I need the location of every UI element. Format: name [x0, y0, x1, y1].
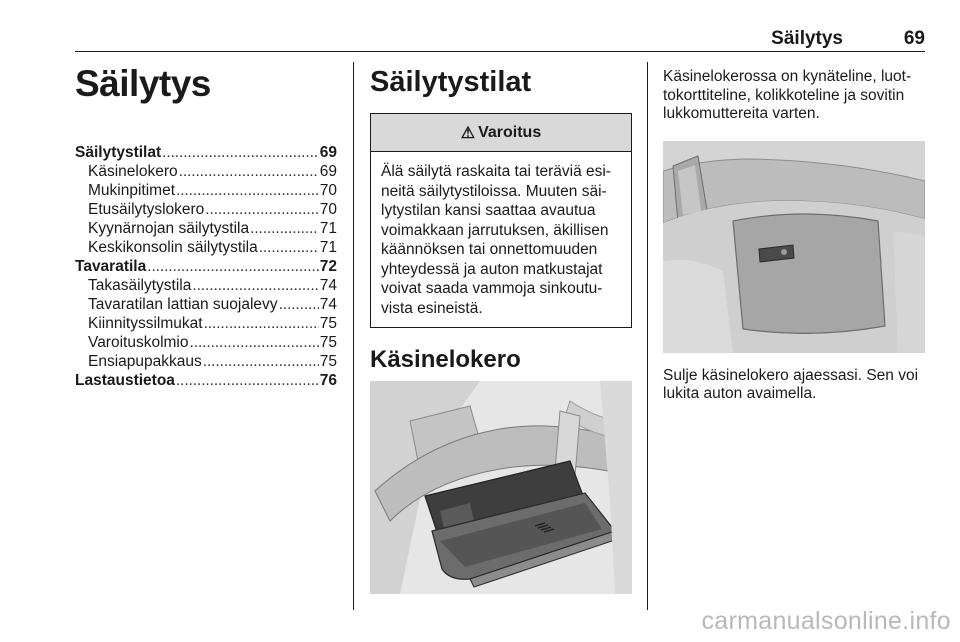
toc-entry-label: Säilytystilat: [75, 144, 162, 161]
warning-box: [370, 113, 632, 328]
toc-entry-page: 71: [319, 239, 337, 256]
glovebox-closed-illustration: [663, 141, 925, 353]
warning-text: Älä säilytä raskaita tai teräviä esi- neitä säilytystiloissa. Muuten säi- lytystilan kansi saattaa avautua voimakkaan jarrutuksen, äkillisen käännöksen tai onnettomuuden yhteydessä ja auton matkustajat voivat saada vammoja sinkoutu- vista esineistä.: [381, 163, 612, 317]
toc-entry-page: 72: [319, 258, 337, 275]
toc-leader-dots: [192, 276, 318, 295]
warning-triangle-icon: ⚠: [460, 124, 476, 142]
toc-sub-entry[interactable]: [75, 219, 337, 238]
column-divider-2: [647, 62, 648, 610]
toc-entry-label: Lastaustietoa: [75, 372, 175, 389]
warning-label: Varoitus: [478, 123, 542, 141]
toc-sub-entry[interactable]: [75, 333, 337, 352]
glovebox-text-column: [663, 62, 925, 404]
toc-sub-entry[interactable]: [75, 181, 337, 200]
toc-entry-page: 69: [319, 144, 337, 161]
toc-leader-dots: [176, 371, 319, 390]
header-section-title: Säilytys: [771, 28, 843, 49]
glovebox-features-paragraph: Käsinelokerossa on kynäteline, luot- tokorttiteline, kolikkoteline ja sovitin lukkomuttereita varten.: [663, 68, 912, 122]
table-of-contents: [75, 143, 337, 390]
toc-entry-label: Tavaratila: [75, 258, 147, 275]
column-divider-1: [353, 62, 354, 610]
glovebox-open-illustration: [370, 381, 632, 594]
toc-entry-label: Kyynärnojan säilytystila: [88, 220, 250, 237]
subsection-title: Käsinelokero: [370, 346, 521, 373]
toc-leader-dots: [190, 333, 319, 352]
toc-main-entry[interactable]: [75, 371, 337, 390]
toc-entry-page: 76: [319, 372, 337, 389]
toc-main-entry[interactable]: [75, 143, 337, 162]
toc-entry-page: 71: [319, 220, 337, 237]
toc-entry-label: Kiinnityssilmukat: [88, 315, 203, 332]
toc-entry-label: Mukinpitimet: [88, 182, 175, 199]
toc-leader-dots: [250, 219, 319, 238]
glovebox-lock-paragraph: Sulje käsinelokero ajaessasi. Sen voi lukita auton avaimella.: [663, 366, 919, 402]
toc-leader-dots: [176, 181, 319, 200]
toc-entry-page: 70: [319, 182, 337, 199]
page-header: [75, 28, 925, 52]
warning-header: [371, 114, 631, 152]
toc-entry-label: Käsinelokero: [88, 163, 178, 180]
toc-sub-entry[interactable]: [75, 352, 337, 371]
toc-leader-dots: [147, 257, 319, 276]
toc-entry-page: 69: [319, 163, 337, 180]
toc-leader-dots: [203, 352, 319, 371]
toc-sub-entry[interactable]: [75, 200, 337, 219]
toc-entry-page: 75: [319, 315, 337, 332]
toc-leader-dots: [204, 314, 319, 333]
toc-entry-label: Tavaratilan lattian suojalevy: [88, 296, 278, 313]
toc-leader-dots: [162, 143, 319, 162]
toc-leader-dots: [279, 295, 319, 314]
header-rule: [75, 51, 925, 52]
toc-entry-label: Takasäilytystila: [88, 277, 192, 294]
toc-entry-label: Keskikonsolin säilytystila: [88, 239, 258, 256]
watermark-text[interactable]: carmanualsonline.info: [701, 607, 951, 635]
chapter-contents-column: [75, 62, 337, 390]
toc-sub-entry[interactable]: [75, 276, 337, 295]
toc-entry-label: Ensiapupakkaus: [88, 353, 202, 370]
toc-sub-entry[interactable]: [75, 295, 337, 314]
toc-entry-page: 70: [319, 201, 337, 218]
toc-main-entry[interactable]: [75, 257, 337, 276]
toc-leader-dots: [179, 162, 319, 181]
section-title: Säilytystilat: [370, 66, 532, 98]
toc-entry-page: 75: [319, 334, 337, 351]
toc-entry-label: Varoituskolmio: [88, 334, 189, 351]
storage-section-column: [370, 62, 632, 594]
toc-sub-entry[interactable]: [75, 162, 337, 181]
toc-entry-page: 74: [319, 296, 337, 313]
toc-entry-page: 74: [319, 277, 337, 294]
page-number: 69: [903, 28, 925, 49]
toc-leader-dots: [205, 200, 318, 219]
toc-sub-entry[interactable]: [75, 238, 337, 257]
toc-sub-entry[interactable]: [75, 314, 337, 333]
toc-entry-page: 75: [319, 353, 337, 370]
chapter-title: Säilytys: [75, 63, 211, 104]
toc-entry-label: Etusäilytyslokero: [88, 201, 205, 218]
toc-leader-dots: [259, 238, 319, 257]
